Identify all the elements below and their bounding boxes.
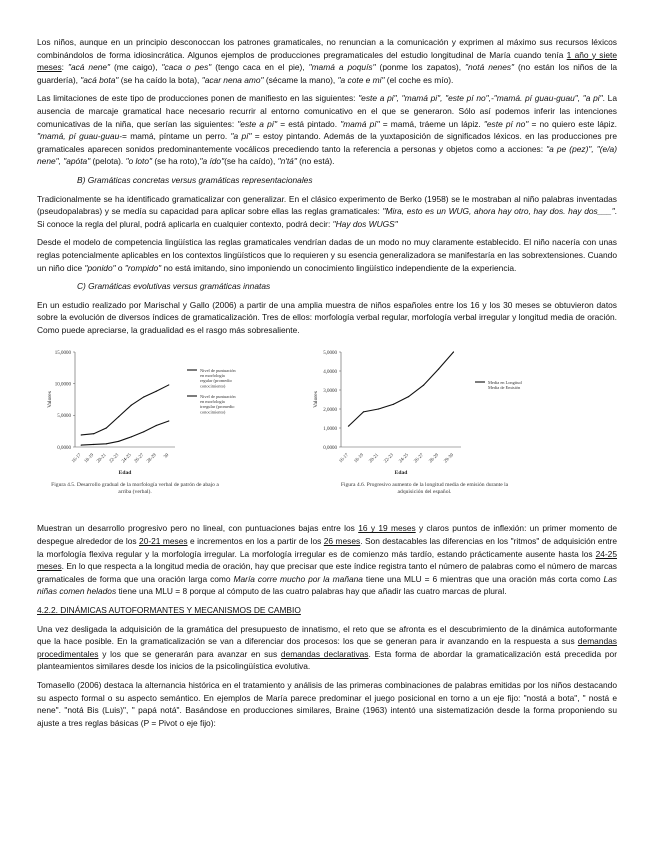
data-point: [453, 352, 454, 353]
data-point: [408, 397, 409, 398]
legend-label: [488, 380, 522, 390]
legend-label: [200, 368, 236, 389]
y-tick-label: 15,0000: [54, 351, 71, 357]
legend-label-line: conocimiento): [200, 383, 226, 389]
data-point: [143, 432, 144, 433]
data-point: [168, 385, 169, 386]
legend-label-line: Nivel de puntuación: [200, 394, 236, 400]
data-point: [393, 404, 394, 405]
legend-label-line: irregular (promedio: [200, 404, 235, 410]
legend-label-line: Nivel de puntuación: [200, 368, 236, 374]
y-tick-label: 5,0000: [57, 414, 71, 420]
morphology-chart: [37, 342, 277, 482]
paragraph-limitations: Las limitaciones de este tipo de producciones ponen de manifiesto en las siguientes: "este a pi", "mamá pi", "este pí no",-"mamá. pí guau-guau", "a pi". La ausencia de marcaje gramatical hace necesario recurrir al entorno comunicativo en el que se generaron. Sólo así podemos inferir las intenciones comunicativas de la niña, que serían las siguientes: "este a pí" = está pintado. "mamá pí" = mamá, tráeme un lápiz. "este pí no" = no quiero este lápiz. "mamá, pí guau-guau-= mamá, píntame un perro. "a pí" = estoy pintando. Además de la yuxtaposición de significados léxicos. en las producciones pre gramaticales aparecen sonidos predominantemente vocálicos precediendo tanto la referencia a personas y objetos como a acciones: "a pe (pez)", "(e/a) nene", "apóta" (pelota). "o loto" (se ha roto),"a ído"(se ha caído), "n'tá" (no está).: [37, 93, 618, 167]
x-tick-label: 28-29: [428, 453, 440, 465]
data-point: [168, 421, 169, 422]
series-line: [349, 352, 454, 426]
data-point: [131, 437, 132, 438]
data-point: [143, 397, 144, 398]
y-tick-label: 0,0000: [57, 446, 71, 452]
x-tick-label: 28-29: [146, 453, 158, 465]
data-point: [438, 369, 439, 370]
figure-morphology: [37, 342, 277, 482]
x-tick-label: 16-17: [338, 453, 350, 465]
y-tick-label: 0,0000: [323, 446, 337, 452]
y-tick-label: 5,0000: [323, 351, 337, 357]
x-axis-label: Edad: [118, 470, 132, 477]
series-line: [81, 385, 169, 435]
y-tick-label: 4,0000: [323, 370, 337, 376]
data-point: [363, 412, 364, 413]
figure-mlu: [297, 342, 557, 482]
data-point: [106, 444, 107, 445]
paragraph-autoforming: Una vez desligada la adquisición de la gramática del presupuesto de innatismo, el reto que se afronta es el descubrimiento de la dinámica autoformante que la hace posible. En la gramaticalización se van a diferenciar dos procesos: los que se generan para ir avanzando en la respuesta a sus demandas procedimentales y los que se generarán para avanzar en sus demandas declarativas. Esta forma de abordar la gramaticalización está precedida por planteamientos similares desde los inicios de la psicolingüística evolutiva.: [37, 623, 617, 672]
x-axis-label: Edad: [394, 470, 408, 477]
legend-label-line: en morfología: [200, 373, 225, 379]
figure-mlu-caption: Figura 4.6. Progresivo aumento de la longitud media de emisión durante la adquisición del español.: [340, 482, 509, 496]
data-point: [93, 434, 94, 435]
data-point: [118, 416, 119, 417]
x-tick-label: 20-21: [96, 453, 108, 465]
data-point: [106, 428, 107, 429]
x-tick-label: 26-27: [133, 453, 146, 465]
x-tick-label: 18-19: [83, 453, 96, 465]
x-tick-label: 16-17: [71, 453, 83, 465]
y-axis-label: Valores: [313, 391, 319, 409]
x-tick-label: 22-23: [383, 453, 395, 465]
legend-label-line: regular (promedio: [200, 378, 232, 384]
x-tick-label: 20-21: [368, 453, 380, 465]
x-tick-label: 18-19: [353, 453, 365, 465]
y-tick-label: 3,0000: [323, 389, 337, 395]
data-point: [378, 409, 379, 410]
document-page: [37, 36, 617, 735]
x-tick-label: 29-30: [443, 453, 455, 465]
y-tick-label: 10,0000: [54, 382, 71, 388]
paragraph-pregrammatical: Los niños, aunque en un principio desconoccan los patrones gramaticales, no renuncian a la comunicación y exprimen al máximo sus recursos léxicos combinándolos de forma idiosincrática. Algunos ejemplos de producciones pregramaticales del estudio longitudinal de María cuando tenía 1 año y siete meses: "acá nene" (me caigo), "caca o pes" (tengo caca en el pie), "mamá a poquís" (ponme los zapatos), "notá nenes" (no están los niños de la guardería), "acá bota" (se ha caído la bota), "acar nena amo" (sécame la mano), "a cote e mi" (el coche es mío).: [37, 37, 617, 85]
data-point: [81, 445, 82, 446]
paragraph-tomasello: Tomasello (2006) destaca la alternancia histórica en el tratamiento y análisis de las primeras combinaciones de palabras emitidas por los niños destacando su aspecto formal o su aspecto semántico. En ejemplos de María parece predominar el juego posicional en torno a un eje fijo: "nostá a bota", " nostá e nene". "notá Bis (Luis)", " papá notá". Basándose en producciones similares, Braine (1963) intentó una sistematización desde la forma proponiendo su ajuste a tres reglas básicas (P = Pivot o eje fijo):: [37, 680, 617, 728]
section-title: 4.2.2. DINÁMICAS AUTOFORMANTES Y MECANISMOS DE CAMBIO: [37, 605, 301, 616]
y-tick-label: 2,0000: [323, 408, 337, 414]
data-point: [423, 385, 424, 386]
y-axis-label: Valores: [47, 391, 53, 409]
data-point: [131, 405, 132, 406]
data-point: [348, 426, 349, 427]
x-tick-label: 24-25: [121, 453, 133, 465]
figure-morphology-caption: Figura 4.5. Desarrollo gradual de la morfología verbal de patrón de abajo a arriba (verbal).: [51, 482, 219, 496]
data-point: [118, 441, 119, 442]
data-point: [156, 425, 157, 426]
legend-label-line: Media en Longitud: [488, 380, 522, 386]
x-tick-label: 30: [163, 453, 171, 461]
x-tick-label: 22-23: [108, 453, 121, 465]
subheading-c: C) Gramáticas evolutivas versus gramáticas innatas: [77, 281, 271, 292]
paragraph-competence: Desde el modelo de competencia lingüística las reglas gramaticales vendrían dadas de un modo no muy claramente establecido. El niño nacería con unas reglas potencialmente aplicables en los contextos lingüísticos que lo requieren y su esencia generalizadora se manifestaría en las sobrextensiones. Cuando un niño dice "ponido" o "rompido" no está imitando, sino imponiendo un conocimiento lingüístico independiente de la experiencia.: [37, 237, 617, 273]
paragraph-progressive: Muestran un desarrollo progresivo pero no lineal, con puntuaciones bajas entre los 16 y 19 meses y claros puntos de inflexión: un primer momento de despegue alrededor de los 20-21 meses e incrementos en los a partir de los 26 meses. Son destacables las diferencias en los "ritmos" de adquisición entre la morfología flexiva regular y la morfología irregular. La morfología irregular es de comienzo más tardío, estando prácticamente ausente hasta los 24-25 meses. En lo que respecta a la longitud media de oración, hay que precisar que este índice registra tanto el número de palabras como el número de marcas gramaticales de forma que una oración larga como María corre mucho por la mañana tiene una MLU = 6 mientras que una oración más corta como Las niñas comen helados tiene una MLU = 8 porque al cómputo de las cuatro palabras hay que añadir las cuatro marcas de plural.: [37, 523, 617, 597]
paragraph-berko: Tradicionalmente se ha identificado gramaticalizar con generalizar. En el clásico experimento de Berko (1958) se le mostraban al niño palabras inventadas (pseudopalabras) y se medía su capacidad para aplicar sobre ellas las reglas gramaticales: "Mira, esto es un WUG, ahora hay otro, hay dos. hay dos___". Si conoce la regla del plural, podrá aplicarla en cualquier contexto, podrá decir: "Hay dos WUGS": [37, 193, 617, 229]
data-point: [93, 444, 94, 445]
y-tick-label: 1,0000: [323, 427, 337, 433]
subheading-b: B) Gramáticas concretas versus gramáticas representacionales: [77, 174, 313, 185]
paragraph-study: En un estudio realizado por Marischal y Gallo (2006) a partir de una amplia muestra de niños españoles entre los 16 y los 30 meses se obtuvieron datos sobre la evolución de diversos índices de gramaticalización. Tres de ellos: morfología verbal regular, morfología verbal irregular y longitud media de oración. Como puede apreciarse, la gradualidad es el rasgo más sobresaliente.: [37, 299, 617, 335]
mlu-chart: [297, 342, 557, 482]
figures-row: [37, 342, 617, 514]
legend-label: [200, 394, 236, 415]
x-tick-label: 24-25: [398, 453, 410, 465]
x-tick-label: 26-27: [413, 453, 425, 465]
data-point: [81, 435, 82, 436]
data-point: [156, 391, 157, 392]
legend-label-line: en morfología: [200, 399, 225, 405]
legend-label-line: Media de Emisión: [488, 385, 521, 391]
legend-label-line: conocimiento): [200, 409, 226, 415]
